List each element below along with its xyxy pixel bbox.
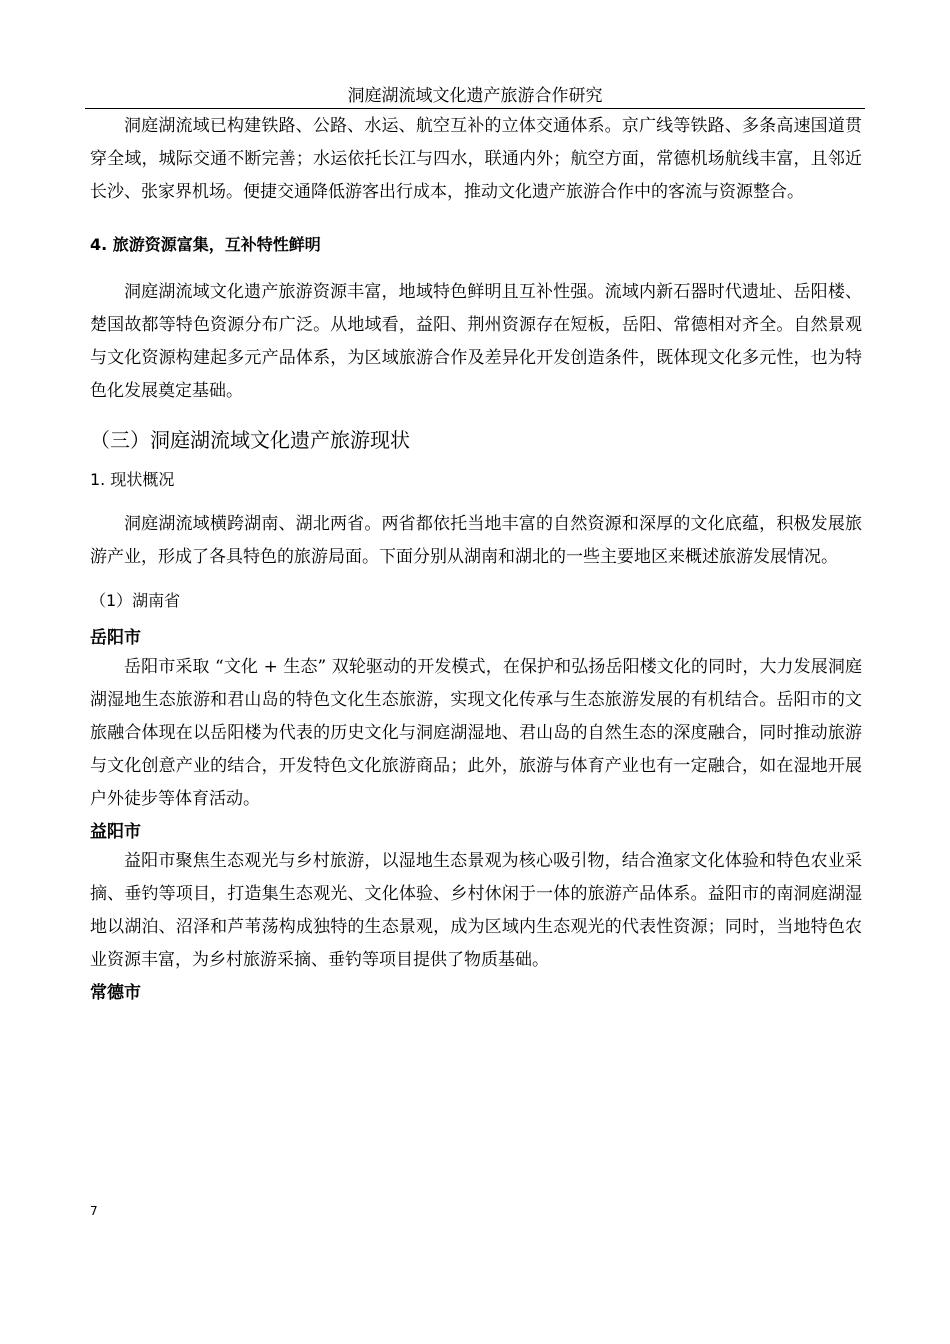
heading-status-overview: 1. 现状概况 [90, 470, 175, 489]
page-body [90, 110, 862, 1005]
paragraph-tourism-resources: 洞庭湖流域文化遗产旅游资源丰富，地域特色鲜明且互补性强。流域内新石器时代遗址、岳阳楼、楚国故都等特色资源分布广泛。从地域看，益阳、荆州资源存在短板，岳阳、常德相对齐全。自然景观与文化资源构建起多元产品体系，为区域旅游合作及差异化开发创造条件，既体现文化多元性，也为特色化发展奠定基础。 [90, 282, 862, 401]
running-header: 洞庭湖流域文化遗产旅游合作研究 [347, 86, 603, 106]
heading-yiyang-city: 益阳市 [90, 822, 141, 842]
paragraph-transport: 洞庭湖流域已构建铁路、公路、水运、航空互补的立体交通体系。京广线等铁路、多条高速国道贯穿全域，城际交通不断完善；水运依托长江与四水，联通内外；航空方面，常德机场航线丰富，且邻近长沙、张家界机场。便捷交通降低游客出行成本，推动文化遗产旅游合作中的客流与资源整合。 [90, 116, 862, 202]
paragraph-yiyang: 益阳市聚焦生态观光与乡村旅游，以湿地生态景观为核心吸引物，结合渔家文化体验和特色农业采摘、垂钓等项目，打造集生态观光、文化体验、乡村休闲于一体的旅游产品体系。益阳市的南洞庭湖湿地以湖泊、沼泽和芦苇荡构成独特的生态景观，成为区域内生态观光的代表性资源；同时，当地特色农业资源丰富，为乡村旅游采摘、垂钓等项目提供了物质基础。 [90, 851, 862, 970]
section-heading-current-status: （三）洞庭湖流域文化遗产旅游现状 [90, 428, 410, 452]
paragraph-status-overview: 洞庭湖流域横跨湖南、湖北两省。两省都依托当地丰富的自然资源和深厚的文化底蕴，积极发展旅游产业，形成了各具特色的旅游局面。下面分别从湖南和湖北的一些主要地区来概述旅游发展情况。 [90, 514, 862, 567]
paragraph-yueyang: 岳阳市采取 “文化 + 生态” 双轮驱动的开发模式，在保护和弘扬岳阳楼文化的同时，大力发展洞庭湖湿地生态旅游和君山岛的特色文化生态旅游，实现文化传承与生态旅游发展的有机结合。岳阳市的文旅融合体现在以岳阳楼为代表的历史文化与洞庭湖湿地、君山岛的自然生态的深度融合，同时推动旅游与文化创意产业的结合，开发特色文化旅游商品；此外，旅游与体育产业也有一定融合，如在湿地开展户外徒步等体育活动。 [90, 657, 862, 809]
page-number: 7 [90, 1204, 98, 1218]
heading-yueyang-city: 岳阳市 [90, 628, 141, 648]
heading-changde-city: 常德市 [90, 983, 141, 1003]
heading-tourism-resources: 4. 旅游资源富集，互补特性鲜明 [90, 235, 321, 254]
heading-hunan-province: （1）湖南省 [90, 591, 181, 610]
header-divider [85, 108, 865, 109]
